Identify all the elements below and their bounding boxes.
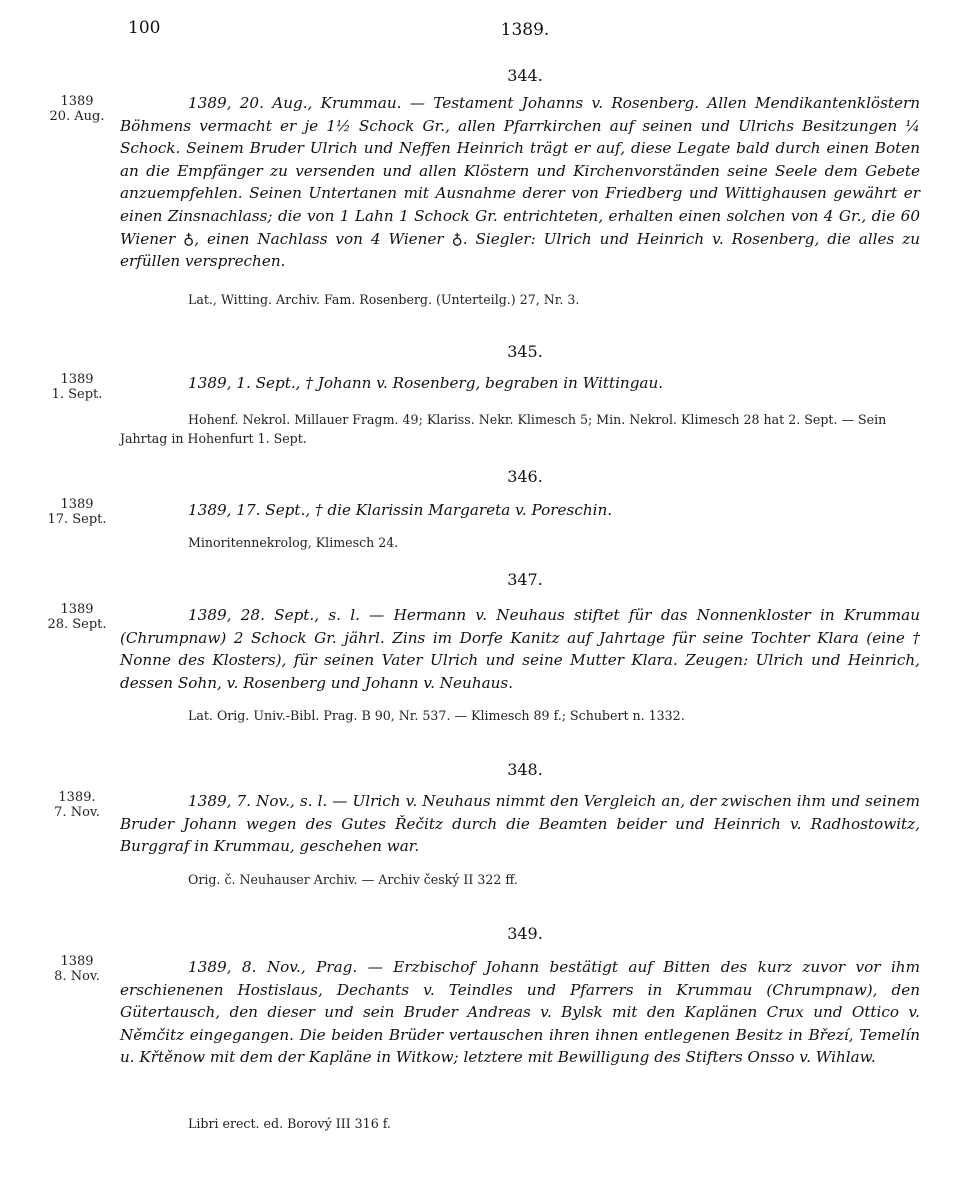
entry-source: Minoritennekrolog, Klimesch 24. xyxy=(188,535,399,550)
entry-source: Orig. č. Neuhauser Archiv. — Archiv český II 322 ff. xyxy=(188,872,518,887)
margin-date-year: 1389 xyxy=(60,602,94,617)
margin-date-year: 1389 xyxy=(60,94,94,109)
entry-number: 347. xyxy=(507,570,543,589)
entry-text: 1389, 20. Aug., Krummau. — Testament Johanns v. Rosenberg. Allen Mendikantenklöstern Böhmens vermacht er je 1½ Schock Gr., allen Pfarrkirchen auf seinen und Ulrichs Besitzungen ¼ Schock. Seinem Bruder Ulrich und Neffen Heinrich trägt er auf, diese Legate bald durch einen Boten an die Empfänger zu versenden und allen Klöstern und Kirchenvorständen seine Seele dem Gebete anzuempfehlen. Seinen Untertanen mit Ausnahme derer von Friedberg und Wittighausen gewährt er einen Zinsnachlass; die von 1 Lahn 1 Schock Gr. entrichteten, erhalten einen solchen von 4 Gr., die 60 Wiener ♁, einen Nachlass von 4 Wiener ♁. Siegler: Ulrich und Heinrich v. Rosenberg, die alles zu erfüllen versprechen. xyxy=(120,94,920,271)
entry-number: 346. xyxy=(507,467,543,486)
margin-date xyxy=(42,790,112,820)
entry-source: Libri erect. ed. Borový III 316 f. xyxy=(188,1116,391,1131)
entry-text: 1389, 1. Sept., † Johann v. Rosenberg, begraben in Wittingau. xyxy=(188,374,664,392)
entry-text: 1389, 28. Sept., s. l. — Hermann v. Neuhaus stiftet für das Nonnenkloster in Krummau (Chrumpnaw) 2 Schock Gr. jährl. Zins im Dorfe Kanitz auf Jahrtage für seine Tochter Klara (eine † Nonne des Klosters), für seinen Vater Ulrich und seine Mutter Klara. Zeugen: Ulrich und Heinrich, dessen Sohn, v. Rosenberg und Johann v. Neuhaus. xyxy=(120,606,920,692)
entry-text: 1389, 7. Nov., s. l. — Ulrich v. Neuhaus nimmt den Vergleich an, der zwischen ihm und seinem Bruder Johann wegen des Gutes Řečitz durch die Beamten beider und Heinrich v. Radhostowitz, Burggraf in Krummau, geschehen war. xyxy=(120,792,920,856)
margin-date xyxy=(42,497,112,527)
entry-number: 344. xyxy=(507,66,543,85)
margin-date xyxy=(42,954,112,984)
margin-date-day: 20. Aug. xyxy=(49,109,105,124)
entry-number: 345. xyxy=(507,342,543,361)
entry-number: 349. xyxy=(507,924,543,943)
margin-date-day: 8. Nov. xyxy=(54,969,100,984)
entry-source: Lat., Witting. Archiv. Fam. Rosenberg. (Unterteilg.) 27, Nr. 3. xyxy=(188,292,580,307)
entry-source: Lat. Orig. Univ.-Bibl. Prag. B 90, Nr. 537. — Klimesch 89 f.; Schubert n. 1332. xyxy=(188,708,685,723)
entry-text: 1389, 17. Sept., † die Klarissin Margareta v. Poreschin. xyxy=(188,501,613,519)
entry-text: 1389, 8. Nov., Prag. — Erzbischof Johann bestätigt auf Bitten des kurz zuvor vor ihm erschienenen Hostislaus, Dechants v. Teindles und Pfarrers in Krummau (Chrumpnaw), den Gütertausch, den dieser und sein Bruder Andreas v. Bylsk mit den Kaplänen Crux und Ottico v. Němčitz eingegangen. Die beiden Brüder vertauschen ihren ihnen entlegenen Besitz in Březí, Temelín u. Křtěnow mit dem der Kapläne in Witkow; letztere mit Bewilligung des Stifters Onsso v. Wihlaw. xyxy=(120,958,920,1067)
margin-date xyxy=(42,94,112,124)
margin-date-day: 1. Sept. xyxy=(51,387,103,402)
margin-date xyxy=(42,372,112,402)
page-number: 100 xyxy=(128,18,161,38)
margin-date-year: 1389 xyxy=(60,497,94,512)
entry-source: Hohenf. Nekrol. Millauer Fragm. 49; Klariss. Nekr. Klimesch 5; Min. Nekrol. Klimesch 28 hat 2. Sept. — Sein Jahrtag in Hohenfurt 1. Sept. xyxy=(120,412,887,446)
margin-date-year: 1389. xyxy=(58,790,96,805)
margin-date-day: 17. Sept. xyxy=(47,512,107,527)
margin-date-day: 28. Sept. xyxy=(47,617,107,632)
margin-date-year: 1389 xyxy=(60,954,94,969)
margin-date-day: 7. Nov. xyxy=(54,805,100,820)
margin-date xyxy=(42,602,112,632)
page-year-heading: 1389. xyxy=(500,20,550,40)
entry-number: 348. xyxy=(507,760,543,779)
margin-date-year: 1389 xyxy=(60,372,94,387)
